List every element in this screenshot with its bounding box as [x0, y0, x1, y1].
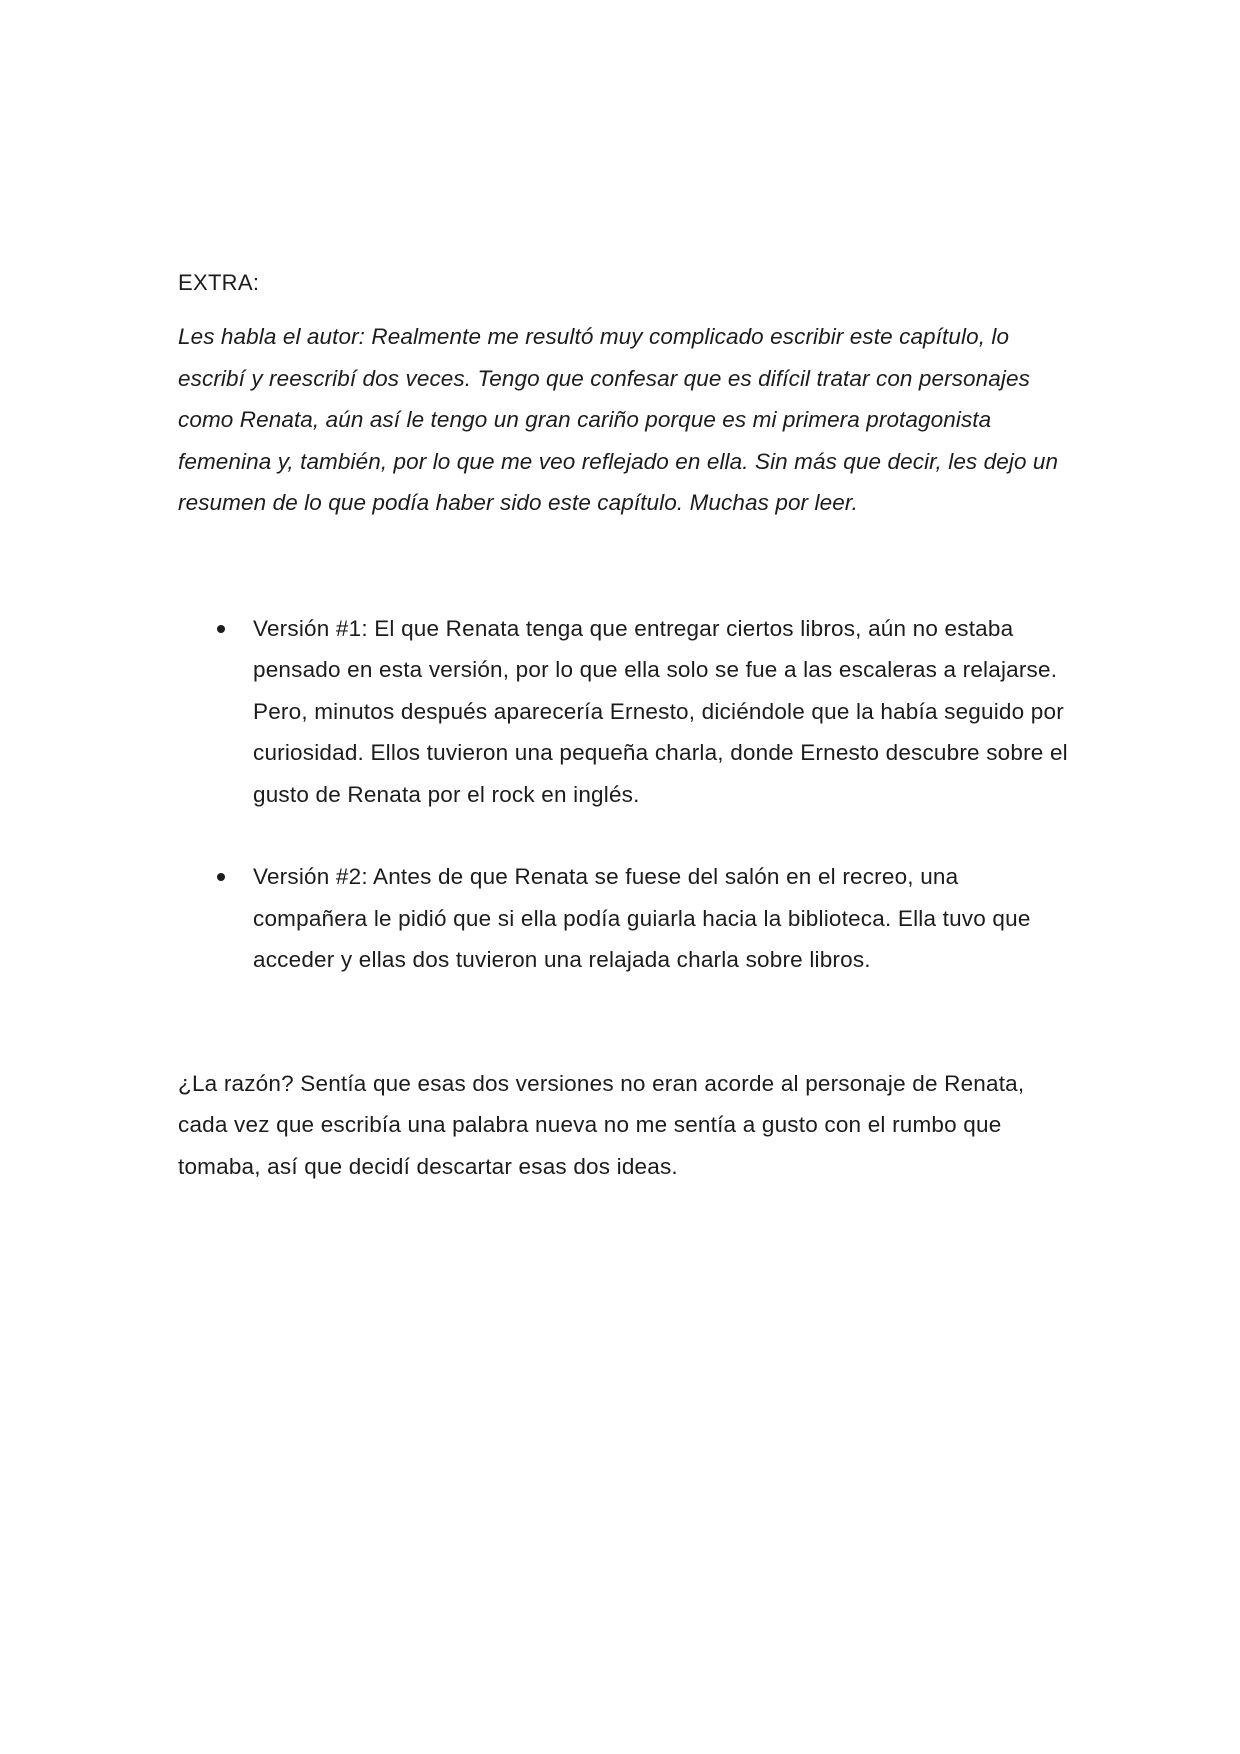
- version-2-text: Versión #2: Antes de que Renata se fuese del salón en el recreo, una compañera le pidió que si ella podía guiarla hacia la biblioteca. Ella tuvo que acceder y ellas dos tuvieron una relajada charla sobre libros.: [253, 864, 1031, 972]
- section-heading: EXTRA:: [178, 270, 260, 295]
- closing-paragraph: ¿La razón? Sentía que esas dos versiones no eran acorde al personaje de Renata, cada vez que escribía una palabra nueva no me sentía a gusto con el rumbo que tomaba, así que decidí descartar esas dos ideas.: [178, 1070, 1025, 1179]
- list-item-version-1: [178, 608, 1068, 816]
- list-item-version-2: [178, 856, 1068, 981]
- author-note-paragraph: Les habla el autor: Realmente me resultó muy complicado escribir este capítulo, lo escribí y reescribí dos veces. Tengo que confesar que es difícil tratar con personajes como Renata, aún así le tengo un gran cariño porque es mi primera protagonista femenina y, también, por lo que me veo reflejado en ella. Sin más que decir, les dejo un resumen de lo que podía haber sido este capítulo. Muchas por leer.: [178, 324, 1059, 515]
- bullet-icon: [217, 873, 225, 881]
- bullet-icon: [217, 625, 225, 633]
- version-1-text: Versión #1: El que Renata tenga que entregar ciertos libros, aún no estaba pensado en esta versión, por lo que ella solo se fue a las escaleras a relajarse. Pero, minutos después aparecería Ernesto, diciéndole que la había seguido por curiosidad. Ellos tuvieron una pequeña charla, donde Ernesto descubre sobre el gusto de Renata por el rock en inglés.: [253, 615, 1068, 807]
- versions-list: [178, 608, 1068, 981]
- document-body: [178, 262, 1068, 1187]
